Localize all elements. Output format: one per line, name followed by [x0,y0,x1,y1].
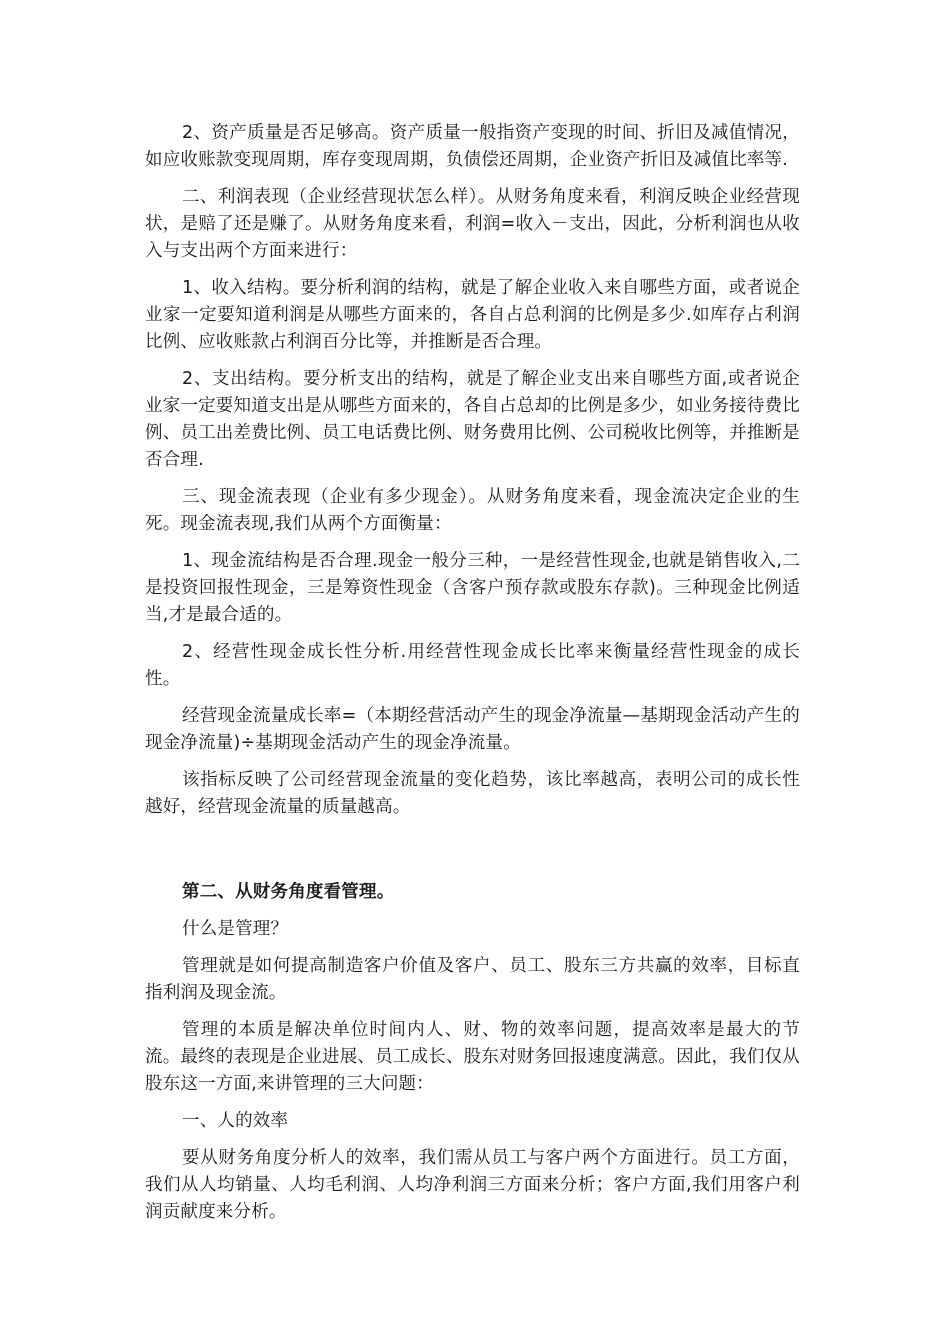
paragraph-what-is-management: 什么是管理？ [182,919,289,939]
paragraph-management-essence: 管理的本质是解决单位时间内人、财、物的效率问题，提高效率是最大的节流。最终的表现是企业进展、员工成长、股东对财务回报速度满意。因此，我们仅从股东这一方面,来讲管理的三大问题： [145,1020,800,1094]
document-page [145,120,800,1236]
paragraph-income-structure: 1、收入结构。要分析利润的结构，就是了解企业收入来自哪些方面，或者说企业家一定要知道利润是从哪些方面来的，各自占总利润的比例是多少.如库存占利润比例、应收账款占利润百分比等，并推断是否合理。 [145,278,800,352]
paragraph-cashflow-structure: 1、现金流结构是否合理.现金一般分三种，一是经营性现金,也就是销售收入,二是投资回报性现金，三是筹资性现金（含客户预存款或股东存款)。三种现金比例适当,才是最合适的。 [145,551,800,625]
paragraph-indicator-explanation: 该指标反映了公司经营现金流量的变化趋势，该比率越高，表明公司的成长性越好，经营现金流量的质量越高。 [145,770,800,817]
paragraph-people-efficiency-analysis: 要从财务角度分析人的效率，我们需从员工与客户两个方面进行。员工方面，我们从人均销量、人均毛利润、人均净利润三方面来分析；客户方面,我们用客户利润贡献度来分析。 [145,1148,800,1222]
paragraph-people-efficiency-title: 一、人的效率 [182,1111,289,1131]
paragraph-profit-performance: 二、利润表现（企业经营现状怎么样）。从财务角度来看，利润反映企业经营现状，是赔了还是赚了。从财务角度来看，利润=收入－支出，因此，分析利润也从收入与支出两个方面来进行： [145,187,800,261]
section-heading: 第二、从财务角度看管理。 [182,882,395,902]
paragraph-cashflow-performance: 三、现金流表现（企业有多少现金）。从财务角度来看，现金流决定企业的生死。现金流表现,我们从两个方面衡量： [145,487,800,534]
paragraph-management-definition: 管理就是如何提高制造客户价值及客户、员工、股东三方共赢的效率，目标直指利润及现金流。 [145,956,800,1003]
paragraph-operating-cash-growth: 2、经营性现金成长性分析.用经营性现金成长比率来衡量经营性现金的成长性。 [145,642,800,689]
paragraph-asset-quality: 2、资产质量是否足够高。资产质量一般指资产变现的时间、折旧及减值情况，如应收账款变现周期，库存变现周期，负债偿还周期，企业资产折旧及减值比率等. [145,123,800,170]
paragraph-expense-structure: 2、支出结构。要分析支出的结构，就是了解企业支出来自哪些方面,或者说企业家一定要知道支出是从哪些方面来的，各自占总却的比例是多少，如业务接待费比例、员工出差费比例、员工电话费比例、财务费用比例、公司税收比例等，并推断是否合理. [145,369,800,470]
paragraph-growth-rate-formula: 经营现金流量成长率=（本期经营活动产生的现金净流量—基期现金活动产生的现金净流量)÷基期现金活动产生的现金净流量。 [145,706,800,753]
